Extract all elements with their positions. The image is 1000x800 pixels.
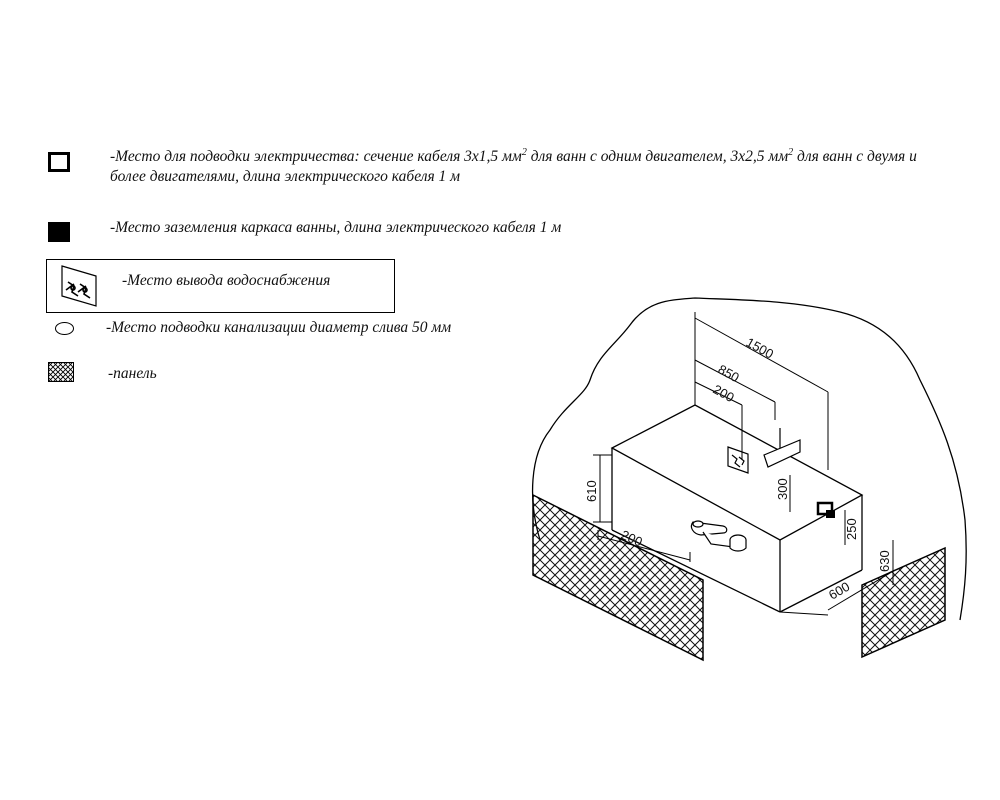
dim-850: 850 (715, 361, 742, 386)
superscript-2b: 2 (788, 146, 794, 158)
dim-610: 610 (584, 480, 599, 502)
dim-1500: 1500 (743, 334, 777, 362)
dim-250: 250 (844, 518, 859, 540)
superscript-2a: 2 (521, 146, 527, 158)
legend-panel-text: -панель (108, 365, 157, 382)
bath-mixer (691, 521, 746, 551)
legend-electric-text-a: -Место для подводки электричества: сечение кабеля 3х1,5 мм (110, 148, 522, 165)
legend-water-text: -Место вывода водоснабжения (122, 272, 331, 289)
dim-630: 630 (877, 550, 892, 572)
left-panel (533, 495, 703, 660)
ground-mark (826, 510, 835, 518)
legend-drain-text: -Место подводки канализации диаметр слива 50 мм (106, 319, 452, 336)
legend-electric-text-c: для ванн с двумя и (796, 148, 917, 165)
dim-300: 300 (775, 478, 790, 500)
dim-200-top: 200 (710, 381, 737, 406)
dim-600: 600 (826, 578, 853, 603)
legend-electric-text-b: для ванн с одним двигателем, 3х2,5 мм (530, 148, 789, 165)
water-outlet-mark (728, 447, 748, 473)
legend-electric-text-line2: более двигателями, длина электрического кабеля 1 м (110, 168, 461, 185)
right-panel (862, 548, 945, 657)
wall-spout (764, 428, 800, 467)
legend-ground-text: -Место заземления каркаса ванны, длина электрического кабеля 1 м (110, 219, 562, 236)
dim-200-front: 200 (618, 527, 645, 550)
